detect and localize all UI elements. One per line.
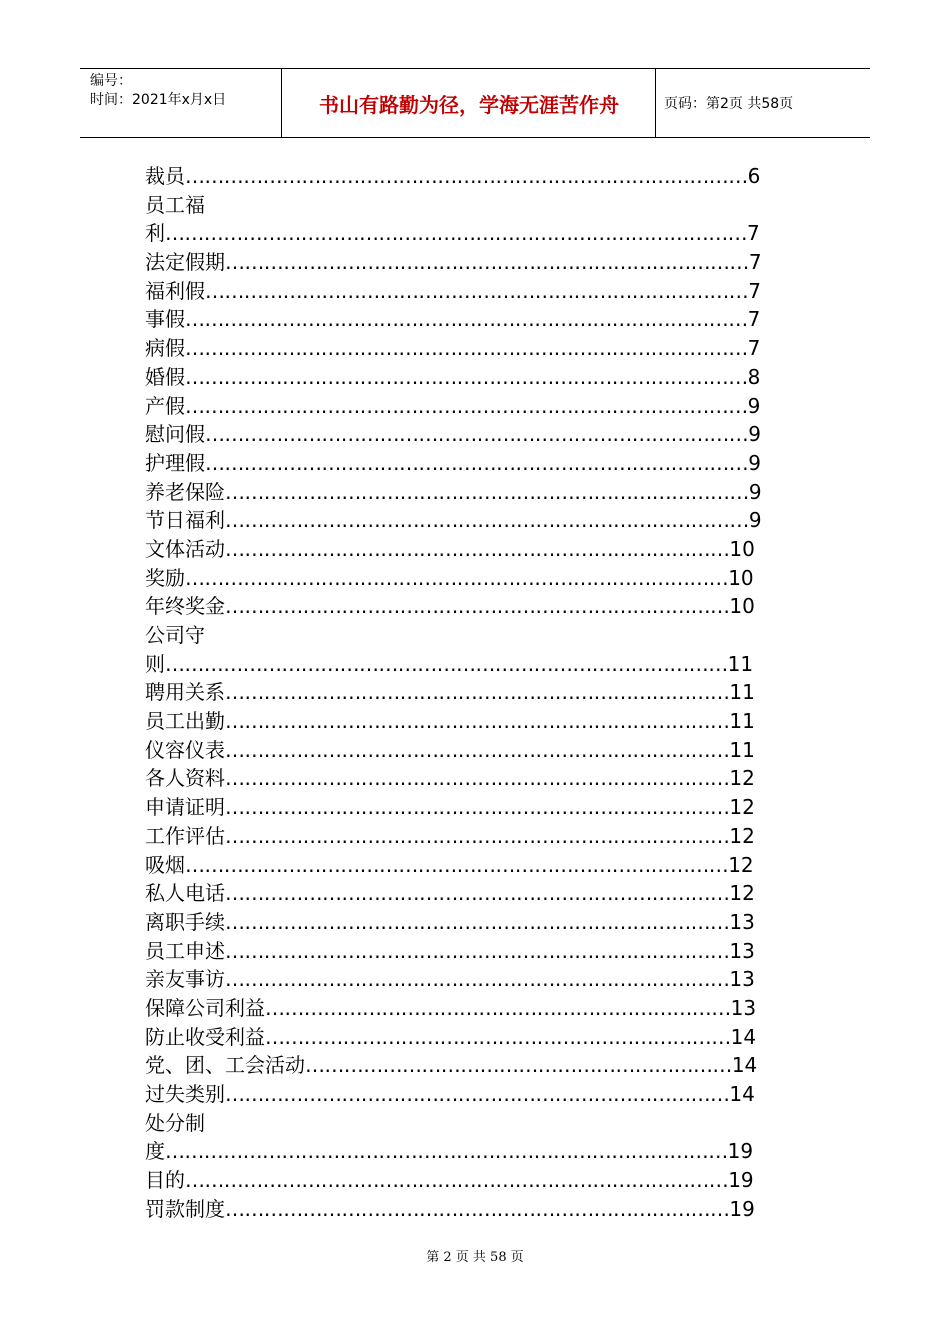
toc-entry	[145, 1023, 762, 1052]
toc-entry	[145, 564, 762, 593]
toc-entry-title: 奖励	[145, 565, 185, 590]
toc-entry-page: 8	[747, 364, 761, 389]
toc-entry-line	[145, 564, 762, 593]
toc-leader-dots: ………………………………………………………………	[265, 1024, 731, 1049]
toc-entry-title: 度	[145, 1139, 165, 1164]
toc-entry-page: 11	[729, 680, 755, 705]
toc-entry-line	[145, 994, 762, 1023]
toc-leader-dots: ……………………………………………………………………	[225, 594, 730, 619]
toc-entry	[145, 851, 762, 880]
page-footer: 第 2 页 共 58 页	[426, 1250, 524, 1265]
toc-leader-dots: …………………………………………………………………………	[185, 1168, 729, 1193]
toc-entry-line	[145, 736, 762, 765]
toc-entry-line	[145, 277, 762, 306]
toc-entry	[145, 506, 762, 535]
toc-entry-line	[145, 392, 762, 421]
toc-entry-title: 节日福利	[145, 508, 225, 533]
toc-entry	[145, 535, 762, 564]
toc-entry-title: 福利假	[145, 278, 205, 303]
toc-entry-title: 养老保险	[145, 479, 225, 504]
toc-entry-page: 14	[731, 1053, 758, 1078]
toc-leader-dots: ……………………………………………………………………	[225, 938, 730, 963]
toc-entry-title: 文体活动	[145, 536, 225, 561]
toc-entry-line	[145, 707, 762, 736]
toc-entry-title: 罚款制度	[145, 1196, 225, 1221]
toc-entry	[145, 392, 762, 421]
toc-entry-title: 产假	[145, 393, 185, 418]
document-number-label: 编号：	[90, 73, 132, 89]
toc-entry-title-head: 处分制	[145, 1110, 205, 1135]
toc-entry-title: 私人电话	[145, 881, 225, 906]
toc-entry-line	[145, 334, 762, 363]
toc-entry	[145, 478, 762, 507]
toc-entry-page: 9	[748, 479, 762, 504]
toc-entry-title: 事假	[145, 307, 185, 332]
toc-entry-page: 19	[729, 1196, 755, 1221]
toc-entry-title: 各人资料	[145, 766, 225, 791]
toc-entry-page: 13	[729, 938, 755, 963]
toc-entry-title: 则	[145, 651, 165, 676]
toc-entry-page: 9	[748, 422, 761, 447]
toc-entry-line	[145, 650, 762, 679]
toc-entry-page: 6	[747, 164, 761, 188]
toc-entry-title-head: 员工福	[145, 192, 205, 217]
toc-entry-title: 婚假	[145, 364, 185, 389]
toc-entry-title: 病假	[145, 336, 185, 361]
toc-leader-dots: ……………………………………………………………………	[225, 881, 730, 906]
toc-entry	[145, 678, 762, 707]
toc-entry-title: 目的	[145, 1168, 185, 1193]
toc-entry	[145, 822, 762, 851]
toc-entry-title: 吸烟	[145, 852, 185, 877]
toc-entry-title: 员工出勤	[145, 709, 225, 734]
toc-leader-dots: …………………………………………………………………………	[185, 565, 729, 590]
toc-entry-page: 12	[729, 766, 755, 791]
toc-entry-title: 离职手续	[145, 909, 225, 934]
toc-entry	[145, 793, 762, 822]
toc-leader-dots: ……………………………………………………………………………	[185, 307, 748, 332]
toc-leader-dots: ………………………………………………………………………………	[165, 221, 748, 246]
toc-entry-line	[145, 162, 762, 191]
toc-leader-dots: ……………………………………………………………………	[225, 967, 730, 992]
toc-leader-dots: …………………………………………………………	[305, 1053, 732, 1078]
toc-leader-dots: ……………………………………………………………………	[225, 1082, 730, 1106]
toc-entry-page: 12	[729, 881, 755, 906]
toc-entry-title: 聘用关系	[145, 680, 225, 705]
page-header	[80, 68, 870, 138]
toc-entry-page: 7	[747, 307, 761, 332]
toc-entry-line	[145, 1195, 762, 1224]
toc-entry-page: 11	[729, 709, 755, 734]
toc-leader-dots: ……………………………………………………………………………	[185, 364, 748, 389]
toc-entry-title: 年终奖金	[145, 594, 225, 619]
toc-entry-title: 仪容仪表	[145, 737, 225, 762]
toc-entry	[145, 1051, 762, 1080]
toc-entry-title: 利	[145, 221, 165, 246]
toc-entry-page: 13	[729, 909, 755, 934]
toc-entry-page: 13	[729, 967, 755, 992]
toc-entry-page: 7	[747, 336, 761, 361]
toc-entry-line	[145, 219, 762, 248]
toc-entry	[145, 334, 762, 363]
toc-leader-dots: ………………………………………………………………	[265, 995, 731, 1020]
toc-entry-line	[145, 478, 762, 507]
toc-entry	[145, 736, 762, 765]
toc-entry-title: 亲友事访	[145, 967, 225, 992]
toc-entry-line	[145, 535, 762, 564]
toc-entry-line	[145, 1080, 762, 1109]
toc-entry-page: 9	[747, 393, 761, 418]
toc-entry	[145, 277, 762, 306]
toc-entry-page: 19	[728, 1168, 754, 1193]
toc-entry-title: 法定假期	[145, 250, 225, 275]
toc-entry-page: 7	[748, 278, 761, 303]
toc-entry-line	[145, 793, 762, 822]
toc-entry-page: 19	[727, 1139, 754, 1164]
toc-leader-dots: ……………………………………………………………………	[225, 680, 730, 705]
header-meta	[90, 72, 226, 110]
toc-entry-line	[145, 248, 762, 277]
toc-entry-title: 裁员	[145, 164, 185, 188]
toc-entry-line	[145, 506, 762, 535]
toc-entry	[145, 1195, 762, 1224]
toc-entry-title: 慰问假	[145, 422, 205, 447]
header-motto: 书山有路勤为径，学海无涯苦作舟	[319, 92, 619, 117]
toc-entry	[145, 937, 762, 966]
toc-entry-title: 工作评估	[145, 823, 225, 848]
toc-entry	[145, 420, 762, 449]
toc-entry	[145, 879, 762, 908]
toc-entry-line	[145, 678, 762, 707]
toc-entry-title-head: 公司守	[145, 623, 205, 647]
toc-entry-title: 党、团、工会活动	[145, 1053, 305, 1078]
toc-entry-page: 10	[729, 536, 755, 561]
toc-entry-page: 14	[729, 1082, 755, 1106]
toc-entry-title: 员工申述	[145, 938, 225, 963]
toc-leader-dots: ………………………………………………………………………	[225, 479, 749, 504]
toc-entry	[145, 592, 762, 621]
toc-leader-dots: ………………………………………………………………………	[225, 250, 749, 275]
toc-leader-dots: ………………………………………………………………………	[225, 508, 749, 533]
toc-entry-line	[145, 879, 762, 908]
toc-entry-title: 申请证明	[145, 795, 225, 820]
toc-leader-dots: ……………………………………………………………………	[225, 795, 730, 820]
toc-leader-dots: …………………………………………………………………………	[185, 852, 729, 877]
toc-entry	[145, 305, 762, 334]
toc-entry-page: 12	[728, 852, 754, 877]
header-page-label: 页码：第2页 共58页	[664, 96, 794, 112]
toc-entry-line	[145, 449, 762, 478]
table-of-contents	[145, 162, 762, 1223]
toc-leader-dots: ……………………………………………………………………	[225, 909, 730, 934]
toc-entry-title: 保障公司利益	[145, 995, 265, 1020]
toc-entry-page: 10	[729, 594, 755, 619]
toc-entry-line	[145, 908, 762, 937]
toc-entry-title: 护理假	[145, 450, 205, 475]
toc-leader-dots: ……………………………………………………………………	[225, 737, 730, 762]
toc-leader-dots: ……………………………………………………………………………	[185, 393, 748, 418]
toc-leader-dots: ……………………………………………………………………………	[185, 336, 748, 361]
toc-entry-page: 12	[729, 823, 755, 848]
toc-entry	[145, 965, 762, 994]
toc-entry-page: 10	[728, 565, 754, 590]
toc-entry-page: 14	[730, 1024, 757, 1049]
toc-leader-dots: ……………………………………………………………………………	[165, 651, 728, 676]
toc-leader-dots: ……………………………………………………………………………	[185, 164, 748, 188]
toc-entry-line	[145, 764, 762, 793]
toc-entry-line	[145, 937, 762, 966]
toc-entry	[145, 707, 762, 736]
toc-leader-dots: …………………………………………………………………………	[205, 422, 749, 447]
toc-entry-page: 11	[727, 651, 754, 676]
toc-entry-page: 7	[748, 250, 762, 275]
toc-entry-page: 13	[730, 995, 757, 1020]
toc-entry	[145, 1109, 762, 1166]
toc-entry-line	[145, 363, 762, 392]
toc-entry-page: 12	[729, 795, 755, 820]
toc-entry-line	[145, 1166, 762, 1195]
toc-entry	[145, 162, 762, 191]
toc-entry	[145, 621, 762, 678]
toc-leader-dots: ……………………………………………………………………	[225, 766, 730, 791]
toc-entry	[145, 764, 762, 793]
toc-entry-title: 防止收受利益	[145, 1024, 265, 1049]
toc-entry-line	[145, 592, 762, 621]
toc-entry	[145, 908, 762, 937]
toc-entry	[145, 1080, 762, 1109]
toc-entry	[145, 191, 762, 248]
toc-entry	[145, 248, 762, 277]
toc-entry	[145, 994, 762, 1023]
toc-leader-dots: ……………………………………………………………………	[225, 536, 730, 561]
toc-entry	[145, 1166, 762, 1195]
toc-entry-line	[145, 1023, 762, 1052]
header-divider	[655, 69, 656, 137]
toc-leader-dots: ……………………………………………………………………	[225, 823, 730, 848]
toc-entry-line	[145, 822, 762, 851]
toc-leader-dots: ……………………………………………………………………	[225, 709, 730, 734]
toc-entry	[145, 449, 762, 478]
toc-leader-dots: ……………………………………………………………………	[225, 1196, 730, 1221]
toc-entry-line	[145, 965, 762, 994]
toc-entry-line	[145, 305, 762, 334]
toc-entry-line	[145, 1137, 762, 1166]
toc-entry-title: 过失类别	[145, 1082, 225, 1106]
toc-entry-line	[145, 1051, 762, 1080]
toc-leader-dots: …………………………………………………………………………	[205, 278, 749, 303]
toc-entry-line	[145, 851, 762, 880]
document-time-label: 时间：2021年x月x日	[90, 92, 227, 108]
toc-entry-page: 9	[748, 450, 761, 475]
toc-entry-line	[145, 420, 762, 449]
toc-entry-page: 11	[729, 737, 755, 762]
toc-entry	[145, 363, 762, 392]
toc-leader-dots: …………………………………………………………………………	[205, 450, 749, 475]
toc-entry-page: 7	[747, 221, 760, 246]
toc-leader-dots: ……………………………………………………………………………	[165, 1139, 728, 1164]
toc-entry-page: 9	[748, 508, 762, 533]
